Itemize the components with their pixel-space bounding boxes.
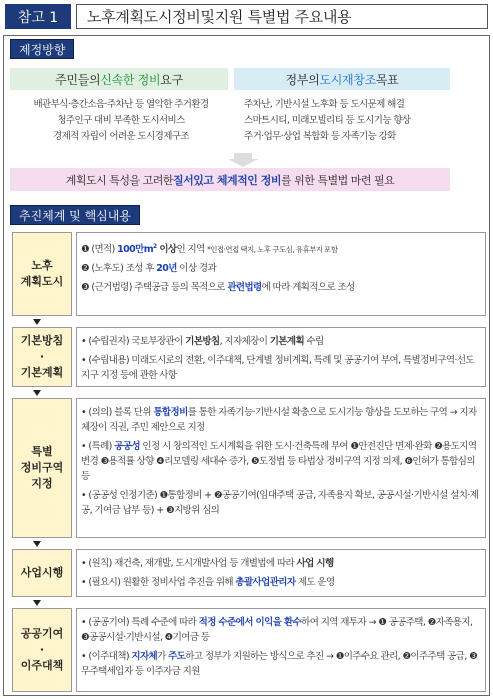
resident-issues-list	[14, 97, 228, 145]
contribution-public: • (공공기여) 특례 수준에 따라 적정 수준에서 이익을 환수하여 지역 재투자 → ❶ 공공주택, ❷자족용지, ❸공공시설·기반시설, ❹기여금 등	[81, 617, 473, 643]
resident-label-post: 요구	[160, 72, 183, 87]
purpose-statement	[10, 168, 450, 191]
down-arrow-icon	[33, 541, 41, 547]
basic-plan-author: • (수립권자) 국토부장관이 기본방침, 지자체장이 기본계획 수립	[81, 336, 324, 347]
gov-goal: 주거·업무·상업 복합화 등 자족기능 강화	[244, 131, 396, 142]
purpose-post: 를 위한 특별법 마련 필요	[280, 173, 395, 187]
down-arrow-icon	[33, 319, 41, 325]
down-arrow-icon	[228, 153, 258, 167]
resident-issue: 청주인구 대비 부족한 도시서비스	[57, 115, 185, 126]
row-content-execution	[76, 549, 486, 597]
execution-optional: • (필요시) 원활한 정비사업 추진을 위해 총괄사업관리자 제도 운영	[81, 577, 335, 588]
row-label-contribution: 공공기여 · 이주대책	[12, 608, 72, 692]
gov-label-pre: 정부의	[285, 72, 320, 87]
gov-label-highlight: 도시재창조	[319, 72, 376, 87]
purpose-highlight: 질서있고 체계적인 정비	[173, 173, 281, 187]
basic-plan-content: • (수립내용) 미래도시로의 전환, 이주대책, 단계별 정비계획, 특례 및 공공기여 부여, 특별정비구역·선도지구 지정 등에 관한 사항	[81, 355, 475, 381]
old-city-age: ❷ (노후도) 조성 후 20년 이상 경과	[81, 263, 217, 275]
down-arrow-icon	[33, 600, 41, 606]
resident-issue: 배관부식·층간소음·주차난 등 열악한 주거환경	[33, 99, 209, 110]
government-goals-list	[238, 97, 450, 145]
gov-label-post: 목표	[375, 72, 399, 87]
row-label-basic-plan: 기본방침 · 기본계획	[12, 327, 72, 387]
purpose-pre: 계획도시 특성을 고려한	[65, 173, 174, 187]
execution-principle: • (원칙) 재건축, 재개발, 도시개발사업 등 개별법에 따라 사업 시행	[81, 558, 334, 569]
title-badge: 참고 1	[5, 4, 71, 29]
title-bar	[5, 4, 488, 29]
resident-label-pre: 주민들의	[55, 72, 101, 87]
row-content-old-city	[76, 232, 486, 316]
row-label-execution: 사업시행	[12, 549, 72, 597]
row-content-contribution	[76, 608, 486, 692]
down-arrow-icon	[33, 390, 41, 396]
special-zone-exception: • (특례) 공공성 인정 시 창의적인 도시계획을 위한 도시·건축특례 부여 ❶안전진단 면제·완화 ❷용도지역 변경 ❸용적률 상향 ❹리모델링 세대수 증가, ❺도정법 등 타법상 정비구역 지정 의제, ❻인허가 통합심의 등	[81, 441, 477, 482]
resident-label-highlight: 신속한 정비	[100, 72, 161, 87]
government-goal-box	[234, 68, 450, 90]
gov-goal: 주차난, 기반시설 노후화 등 도시문제 해결	[244, 99, 405, 110]
row-content-basic-plan	[76, 327, 486, 387]
old-city-area: ❶ (면적) 100만$m^2$ 이상인 지역 *인접·연접 택지, 노후 구도심, 유휴부지 포함	[81, 243, 338, 256]
gov-goal: 스마트시티, 미래모빌리티 등 도시기능 향상	[244, 115, 411, 126]
row-content-special-zone	[76, 398, 486, 538]
section-header-direction: 제정방향	[10, 39, 74, 59]
page-title: 노후계획도시정비및지원 특별법 주요내용	[76, 4, 488, 29]
section-header-system: 추진체계 및 핵심내용	[10, 205, 140, 225]
contribution-relocation: • (이주대책) 지자체가 주도하고 정부가 지원하는 방식으로 추진 → ❶이주수요 관리, ❷이주주택 공급, ❸무주택세입자 등 이주자금 지원	[81, 651, 477, 677]
special-zone-criteria: • (공공성 인정기준) ❶통합정비 + ❷공공기여(임대주택 공급, 자족용지 확보, 공공시설·기반시설 설치·제공, 기여금 납부 등) + ❸지방위 심의	[81, 490, 479, 516]
old-city-law: ❸ (근거법령) 주택공급 등의 목적으로 관련법령에 따라 계획적으로 조성	[81, 282, 355, 294]
row-label-special-zone: 특별 정비구역 지정	[12, 398, 72, 538]
resident-issue: 경제적 자립이 어려운 도시경제구조	[53, 131, 189, 142]
resident-demand-box	[10, 68, 228, 90]
row-label-old-city: 노후 계획도시	[12, 232, 72, 316]
special-zone-meaning: • (의의) 블록 단위 통합정비를 통한 자족기능·기반시설 확충으로 도시기능 향상을 도모하는 구역 → 지자체장이 직권, 주민 제안으로 지정	[81, 407, 477, 433]
